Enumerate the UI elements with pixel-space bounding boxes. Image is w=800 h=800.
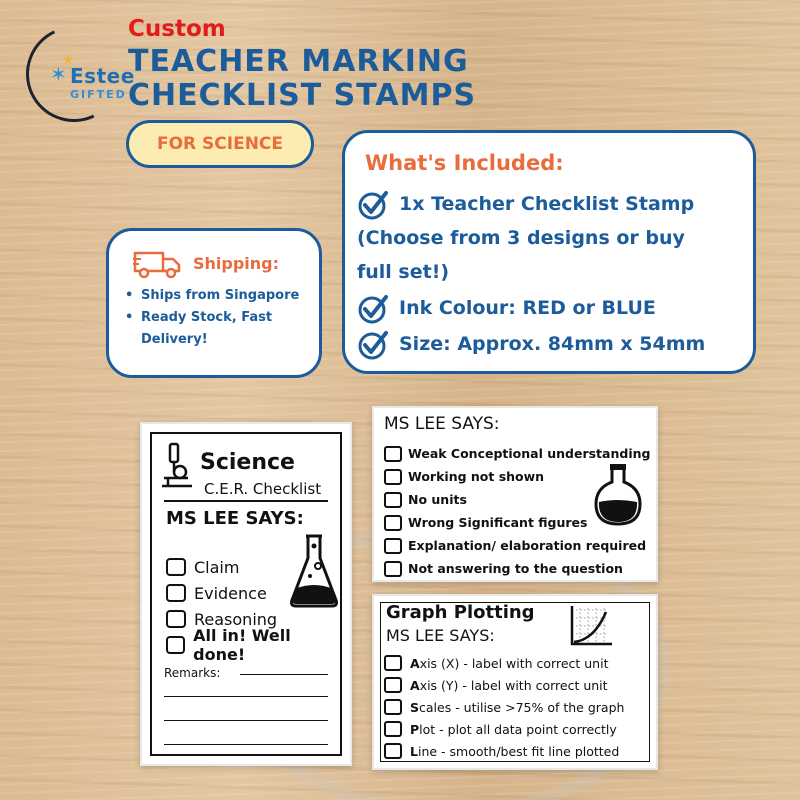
checklist-item: Claim [166,554,340,580]
checkbox-icon [384,515,402,531]
star-icon: ★ [62,52,75,68]
stamp-title: Graph Plotting [386,602,535,623]
stamp-says: MS LEE SAYS: [166,508,304,529]
checklist-item: Plot - plot all data point correctly [384,718,624,740]
remarks-label: Remarks: [164,666,221,680]
divider [164,500,328,502]
checklist-item: Reasoning [166,606,340,632]
header-title-line1: TEACHER MARKING [128,44,469,79]
stamp-general [372,406,658,582]
stamp-title: Science [200,450,295,475]
stamp-says: MS LEE SAYS: [386,626,495,645]
checkbox-icon [384,469,402,485]
check-icon [357,329,389,361]
round-flask-icon [592,462,644,528]
brand-subtitle: GIFTED [70,88,127,101]
remarks-line [164,720,328,721]
checkbox-icon [384,561,402,577]
checkbox-icon [166,584,186,602]
header-custom: Custom [128,16,226,42]
checklist-item: Not answering to the question [384,557,650,580]
shipping-card [106,228,322,378]
checklist-item: Wrong Significant figures [384,511,650,534]
stamp-science-cer [140,422,352,766]
checklist-item: Weak Conceptional understanding [384,442,650,465]
person-icon: ✶ [50,62,67,86]
checkbox-icon [384,677,402,693]
shipping-item: • Ships from Singapore [125,285,321,307]
checklist-item: Axis (X) - label with correct unit [384,652,624,674]
remarks-line [164,744,328,745]
flask-icon [288,532,340,608]
checkbox-icon [384,699,402,715]
truck-icon [133,247,183,279]
graph-icon [566,604,614,648]
checklist-item: Evidence [166,580,340,606]
included-item [357,187,694,289]
stamp-subtitle: C.E.R. Checklist [204,480,322,498]
checklist-item: Explanation/ elaboration required [384,534,650,557]
header-title-line2: CHECKLIST STAMPS [128,78,477,113]
checkbox-icon [166,558,186,576]
microscope-icon [160,442,194,490]
checkbox-icon [384,492,402,508]
included-item-text: 1x Teacher Checklist Stamp (Choose from 3 designs or buy full set!) [357,193,695,283]
included-item-text: Size: Approx. 84mm x 54mm [399,333,706,355]
checkbox-icon [384,538,402,554]
shipping-item: • Ready Stock, Fast Delivery! [125,307,321,351]
checkbox-icon [384,655,402,671]
shipping-header [133,247,279,279]
checkbox-icon [384,721,402,737]
stamp-graph-plotting [372,594,658,770]
shipping-title: Shipping: [193,253,280,273]
checklist-item: Working not shown [384,465,650,488]
checkbox-icon [166,610,186,628]
checkbox-icon [384,743,402,759]
check-icon [357,189,389,221]
remarks-line [240,674,328,675]
checklist-item: Scales - utilise >75% of the graph [384,696,624,718]
included-item [357,291,656,325]
check-icon [357,293,389,325]
included-item [357,327,705,361]
for-science-label: FOR SCIENCE [156,134,284,154]
checklist-item: All in! Well done! [166,632,340,658]
checkbox-icon [166,636,185,654]
for-science-badge [126,120,314,168]
checklist-item: No units [384,488,650,511]
whats-included-card [342,130,756,374]
stamp-says: MS LEE SAYS: [384,414,500,434]
whats-included-title: What's Included: [365,151,564,175]
checklist-item: Axis (Y) - label with correct unit [384,674,624,696]
stamp-checklist [384,652,624,762]
brand-name: Estee [70,64,135,88]
stamp-frame [150,432,342,756]
checklist-item: Line - smooth/best fit line plotted [384,740,624,762]
remarks-line [164,696,328,697]
checkbox-icon [384,446,402,462]
included-item-text: Ink Colour: RED or BLUE [399,297,656,319]
shipping-list [125,285,321,351]
brand-logo [20,22,135,118]
